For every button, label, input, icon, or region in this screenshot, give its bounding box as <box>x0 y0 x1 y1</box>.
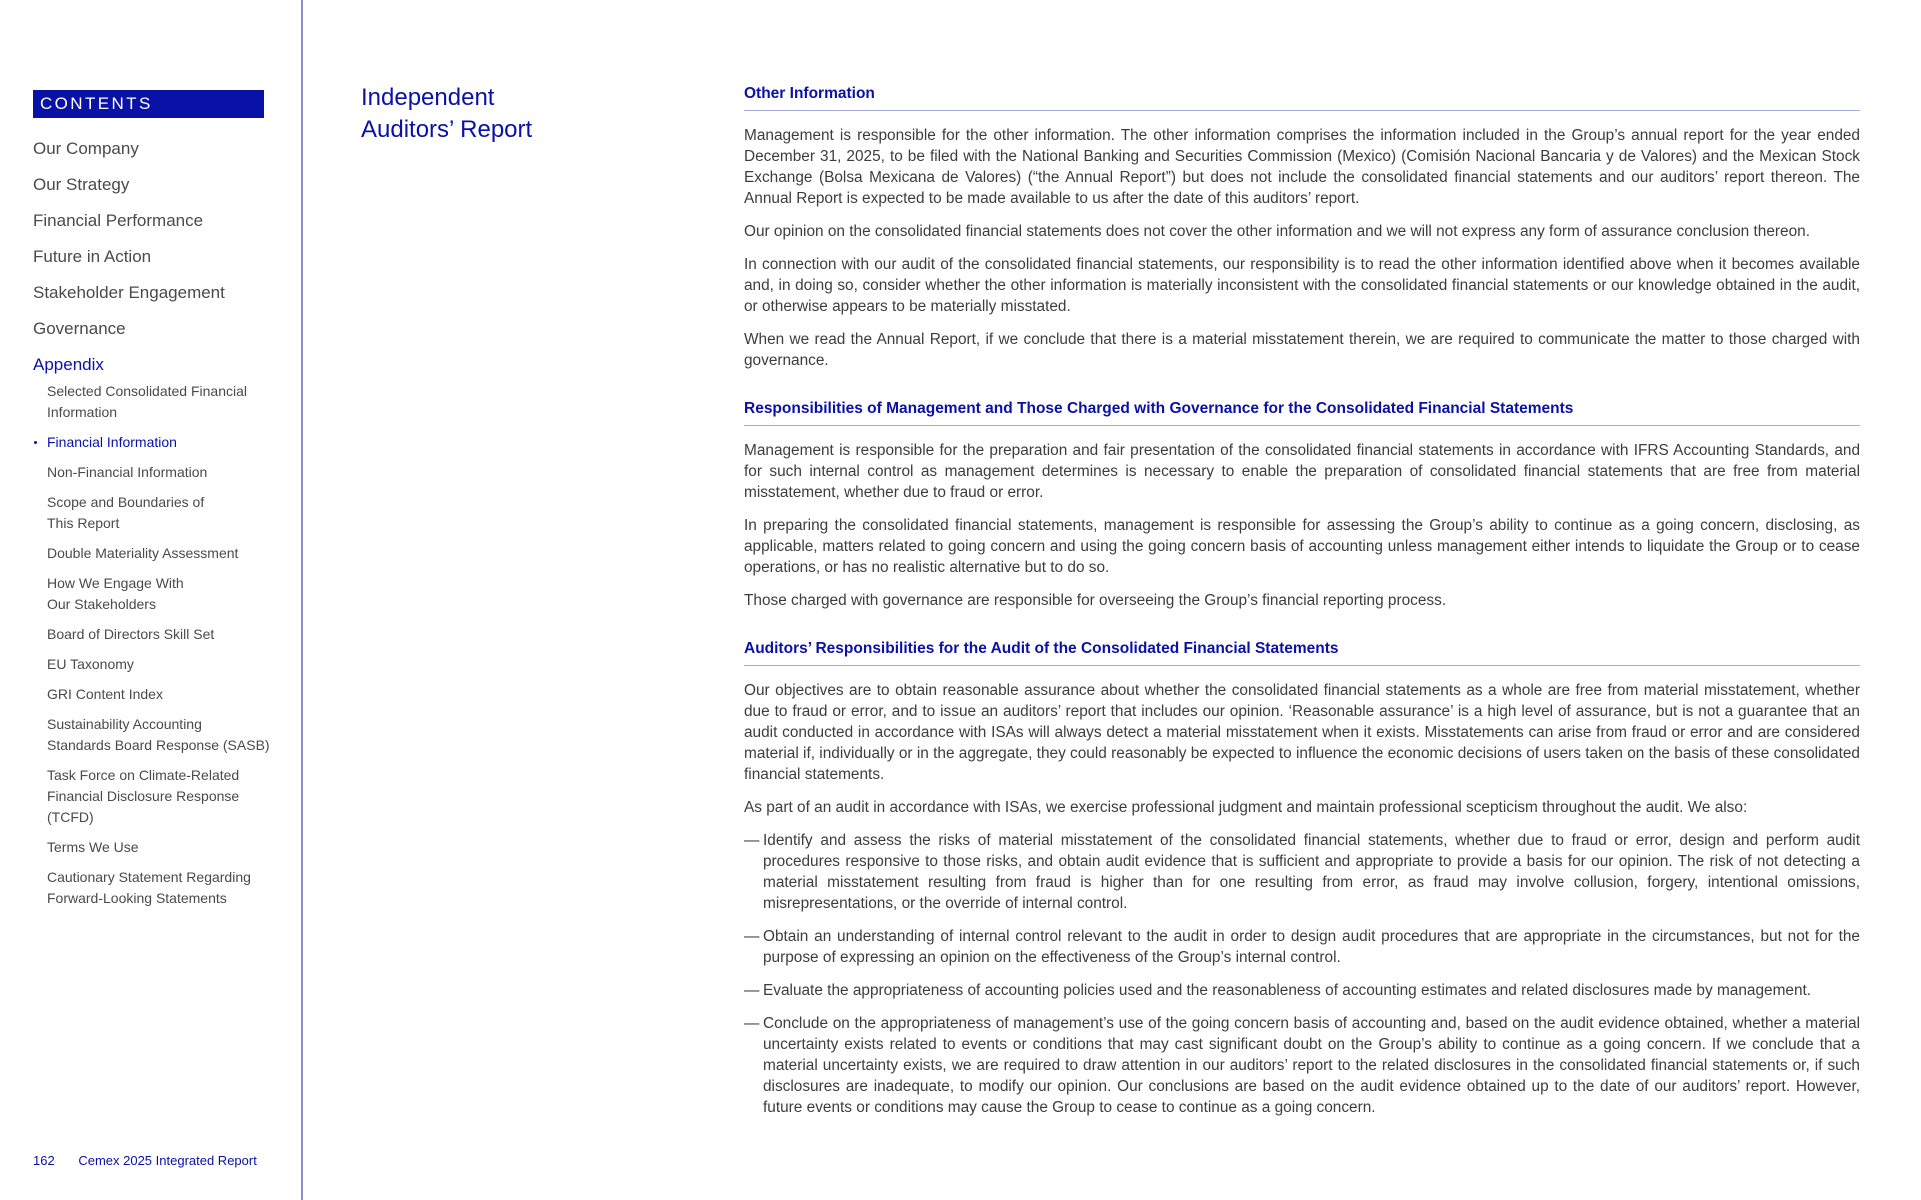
subnav-item-selected-consolidated-financial-information[interactable]: Selected Consolidated Financial Information <box>47 383 248 420</box>
page-footer <box>33 1153 257 1168</box>
paragraph: Management is responsible for the other information. The other information comprises the information included in the Group’s annual report for the year ended December 31, 2025, to be filed with the National Banking and Securities Commission (Mexico) (Comisión Nacional Bancaria y de Valores) and the Mexican Stock Exchange (Bolsa Mexicana de Valores) (“the Annual Report”) but does not include the consolidated financial statements and our auditors’ report thereon. The Annual Report is expected to be made available to us after the date of this auditors’ report. <box>744 127 1860 207</box>
report-section <box>744 84 1860 371</box>
bullet-item <box>744 1013 1860 1118</box>
paragraph: In connection with our audit of the consolidated financial statements, our responsibility is to read the other information identified above when it becomes available and, in doing so, consider whether the other information is materially inconsistent with the consolidated financial statements or our knowledge obtained in the audit, or otherwise appears to be materially misstated. <box>744 256 1860 315</box>
page-title: Independent Auditors’ Report <box>361 84 533 143</box>
nav-item-stakeholder-engagement[interactable]: Stakeholder Engagement <box>33 283 225 302</box>
subnav-item-non-financial-information[interactable]: Non-Financial Information <box>47 464 208 480</box>
subnav-item-financial-information[interactable]: Financial Information <box>33 432 303 453</box>
bullet-dash: — <box>744 832 760 849</box>
paragraph: When we read the Annual Report, if we conclude that there is a material misstatement therein, we are required to communicate the matter to those charged with governance. <box>744 331 1860 369</box>
sidebar <box>0 0 303 1200</box>
paragraph: In preparing the consolidated financial statements, management is responsible for assessing the Group’s ability to continue as a going concern, disclosing, as applicable, matters related to going concern and using the going concern basis of accounting unless management either intends to liquidate the Group or to cease operations, or has no realistic alternative but to do so. <box>744 517 1860 576</box>
subnav-item-eu-taxonomy[interactable]: EU Taxonomy <box>47 656 134 672</box>
subnav-item-cautionary-statement-regarding-forward-looking-statements[interactable]: Cautionary Statement Regarding Forward-Looking Statements <box>47 869 251 906</box>
subnav-item-task-force-on-climate-related-financial-disclosure-response-tcfd[interactable]: Task Force on Climate-Related Financial Disclosure Response (TCFD) <box>47 767 240 825</box>
section-title: Other Information <box>744 84 1860 111</box>
paragraph: Our objectives are to obtain reasonable assurance about whether the consolidated financial statements as a whole are free from material misstatement, whether due to fraud or error, and to issue an auditors’ report that includes our opinion. ‘Reasonable assurance’ is a high level of assurance, but is not a guarantee that an audit conducted in accordance with ISAs will always detect a material misstatement when it exists. Misstatements can arise from fraud or error and are considered material if, individually or in the aggregate, they could reasonably be expected to influence the economic decisions of users taken on the basis of these consolidated financial statements. <box>744 682 1860 783</box>
bullet-dash: — <box>744 982 760 999</box>
subnav-item-double-materiality-assessment[interactable]: Double Materiality Assessment <box>47 545 239 561</box>
paragraph: Management is responsible for the preparation and fair presentation of the consolidated financial statements in accordance with IFRS Accounting Standards, and for such internal control as management determines is necessary to enable the preparation of consolidated financial statements that are free from material misstatement, whether due to fraud or error. <box>744 442 1860 501</box>
nav-item-future-in-action[interactable]: Future in Action <box>33 247 152 266</box>
paragraph: As part of an audit in accordance with ISAs, we exercise professional judgment and maintain professional scepticism throughout the audit. We also: <box>744 799 1748 816</box>
paragraph: Our opinion on the consolidated financial statements does not cover the other information and we will not express any form of assurance conclusion thereon. <box>744 223 1810 240</box>
subnav-item-how-we-engage-with-our-stakeholders[interactable]: How We Engage With Our Stakeholders <box>47 575 184 612</box>
subnav-item-gri-content-index[interactable]: GRI Content Index <box>47 686 163 702</box>
appendix-subnav <box>33 381 303 909</box>
bullet-text: Identify and assess the risks of material misstatement of the consolidated financial statements, whether due to fraud or error, design and perform audit procedures responsive to those risks, and obtain audit evidence that is sufficient and appropriate to provide a basis for our opinion. The risk of not detecting a material misstatement resulting from fraud is higher than for one resulting from error, as fraud may involve collusion, forgery, intentional omissions, misrepresentations, or the override of internal control. <box>763 832 1860 912</box>
nav-item-our-strategy[interactable]: Our Strategy <box>33 175 130 194</box>
subnav-item-sustainability-accounting-standards-board-response-sasb[interactable]: Sustainability Accounting Standards Board Response (SASB) <box>47 716 270 753</box>
bullet-item <box>744 926 1860 968</box>
section-title: Responsibilities of Management and Those Charged with Governance for the Consolidated Financial Statements <box>744 399 1860 426</box>
nav-item-governance[interactable]: Governance <box>33 319 126 338</box>
report-section <box>744 639 1860 1118</box>
nav-item-financial-performance[interactable]: Financial Performance <box>33 211 204 230</box>
subnav-item-scope-and-boundaries-of-this-report[interactable]: Scope and Boundaries of This Report <box>47 494 205 531</box>
section-title: Auditors’ Responsibilities for the Audit of the Consolidated Financial Statements <box>744 639 1860 666</box>
bullet-text: Evaluate the appropriateness of accounting policies used and the reasonableness of accounting estimates and related disclosures made by management. <box>763 982 1812 999</box>
subnav-item-board-of-directors-skill-set[interactable]: Board of Directors Skill Set <box>47 626 215 642</box>
nav-item-our-company[interactable]: Our Company <box>33 139 139 158</box>
bullet-dash: — <box>744 928 760 945</box>
bullet-item <box>744 980 1860 1001</box>
bullet-text: Obtain an understanding of internal control relevant to the audit in order to design audit procedures that are appropriate in the circumstances, but not for the purpose of expressing an opinion on the effectiveness of the Group’s internal control. <box>763 928 1860 966</box>
report-name: Cemex 2025 Integrated Report <box>78 1153 257 1168</box>
bullet-item <box>744 830 1860 914</box>
subnav-item-terms-we-use[interactable]: Terms We Use <box>47 839 139 855</box>
contents-label[interactable]: CONTENTS <box>33 90 264 118</box>
bullet-text: Conclude on the appropriateness of management’s use of the going concern basis of accounting and, based on the audit evidence obtained, whether a material uncertainty exists related to events or conditions that may cast significant doubt on the Group’s ability to continue as a going concern. If we conclude that a material uncertainty exists, we are required to draw attention in our auditors’ report to the related disclosures in the consolidated financial statements or, if such disclosures are inadequate, to modify our opinion. Our conclusions are based on the audit evidence obtained up to the date of our auditors’ report. However, future events or conditions may cause the Group to cease to continue as a going concern. <box>763 1015 1860 1116</box>
report-section <box>744 399 1860 611</box>
bullet-dash: — <box>744 1015 760 1032</box>
contents-nav <box>33 137 303 918</box>
page-number: 162 <box>33 1153 55 1168</box>
nav-item-appendix[interactable]: Appendix <box>33 355 104 374</box>
paragraph: Those charged with governance are responsible for overseeing the Group’s financial reporting process. <box>744 592 1447 609</box>
report-body <box>744 84 1860 1130</box>
nav-list <box>33 137 303 389</box>
